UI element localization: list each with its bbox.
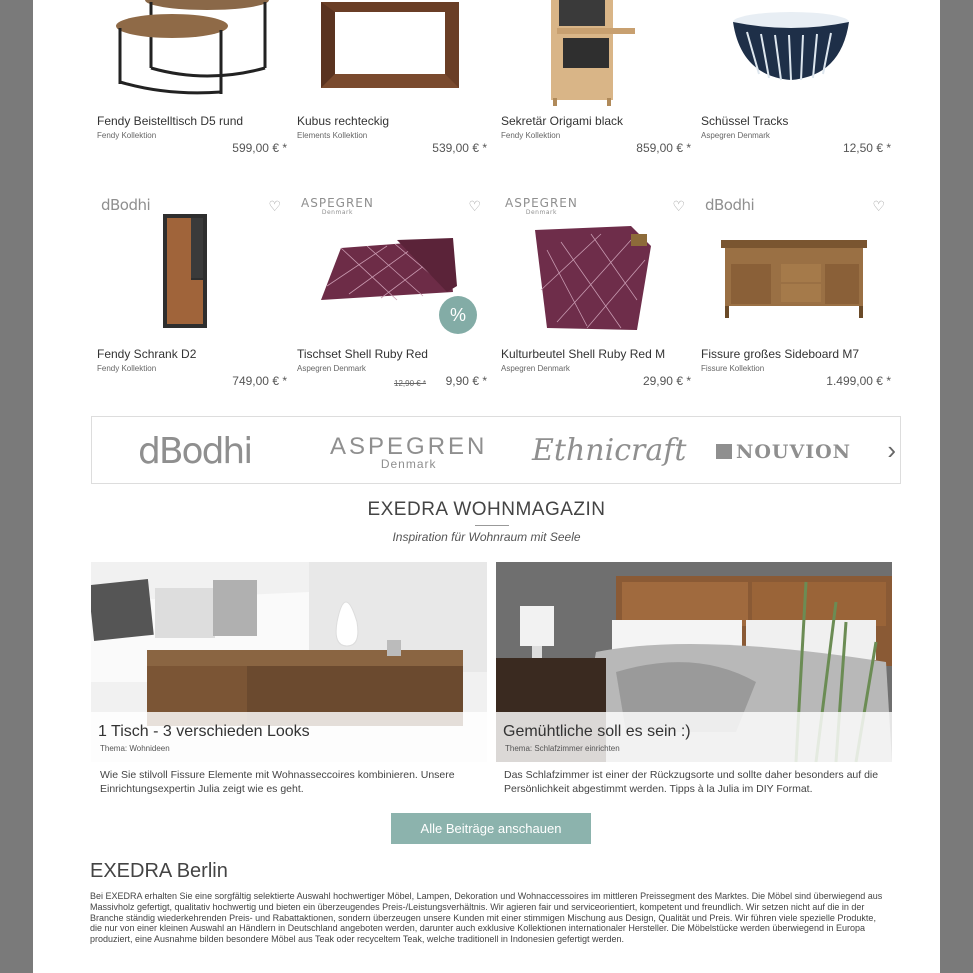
product-card[interactable] <box>297 0 487 168</box>
nouvion-mark-icon <box>716 444 732 459</box>
sideboard-image <box>701 190 891 340</box>
product-name[interactable]: Sekretär Origami black <box>501 114 624 128</box>
product-name[interactable]: Schüssel Tracks <box>701 114 789 128</box>
product-collection: Fendy Kollektion <box>97 131 157 140</box>
article-description: Das Schlafzimmer ist einer der Rückzugsorte und sollte daher besonders auf die Persönlichkeit abgestimmt werden. Tipps à la Julia im DIY Format. <box>504 769 879 795</box>
article-theme: Thema: Wohnideen <box>100 744 170 753</box>
product-collection: Fendy Kollektion <box>97 364 157 373</box>
brand-logo-nouvion[interactable] <box>716 441 851 463</box>
product-collection: Aspegren Denmark <box>501 364 570 373</box>
article-description: Wie Sie stilvoll Fissure Elemente mit Wohnasseccoires kombinieren. Unsere Einrichtungsexpertin Julia zeigt wie es geht. <box>100 769 455 795</box>
article-theme: Thema: Schlafzimmer einrichten <box>505 744 620 753</box>
product-price: 12,50 € * <box>842 141 891 155</box>
all-articles-button[interactable]: Alle Beiträge anschauen <box>391 813 591 844</box>
product-price: 9,90 € * <box>445 374 487 388</box>
article-card[interactable] <box>496 562 892 762</box>
product-collection: Fendy Kollektion <box>501 131 561 140</box>
brand-logo: dBodhi <box>101 196 151 214</box>
product-name[interactable]: Kubus rechteckig <box>297 114 390 128</box>
product-image[interactable] <box>701 190 891 340</box>
product-price: 29,90 € * <box>642 374 691 388</box>
product-name[interactable]: Fissure großes Sideboard M7 <box>701 347 860 361</box>
article-card[interactable] <box>91 562 487 762</box>
brand-logo-name: ASPEGREN <box>505 196 578 210</box>
product-collection: Fissure Kollektion <box>701 364 765 373</box>
cabinet-image <box>97 190 287 340</box>
product-price: 859,00 € * <box>636 141 691 155</box>
brand-logo-dbodhi[interactable]: dBodhi <box>138 431 252 472</box>
brand-logo-name: NOUVION <box>736 441 852 463</box>
cube-shelf-image <box>297 0 487 98</box>
magazine-subtitle: Inspiration für Wohnraum mit Seele <box>392 530 581 544</box>
product-card[interactable] <box>501 0 691 168</box>
magazine-title: EXEDRA WOHNMAGAZIN <box>367 499 606 520</box>
product-name[interactable]: Kulturbeutel Shell Ruby Red M <box>501 347 666 361</box>
product-name[interactable]: Tischset Shell Ruby Red <box>297 347 428 361</box>
product-price: 599,00 € * <box>232 141 287 155</box>
product-collection: Aspegren Denmark <box>297 364 366 373</box>
about-title: EXEDRA Berlin <box>90 860 228 882</box>
heart-icon[interactable]: ♡ <box>268 198 281 214</box>
product-price: 1.499,00 € * <box>826 374 891 388</box>
discount-badge: % <box>439 296 477 334</box>
heart-icon[interactable]: ♡ <box>672 198 685 214</box>
about-text: Bei EXEDRA erhalten Sie eine sorgfältig selektierte Auswahl hochwertiger Möbel, Lampen, Dekoration und Wohnaccessoires im mittleren Preissegment des Marktes. Die Möbel sind überwiegend aus Massivholz gefertigt, qualitativ hochwertig und bieten ein überzeugendes Preis-/Leistungsverhältnis. Wir agieren fair und serviceorientiert, kompetent und freundlich. Wir setzen nicht auf die in der Branche ständig wiederkehrenden Preis- und Rabattaktionen, sondern überzeugen unsere Kunden mit einer stimmigen Mischung aus Design, Qualität und Preis. Wir führen viele spezielle Produkte, die nur von einer kleinen Auswahl an Händlern in Deutschland angeboten werden, darunter auch exklusive Kollektionen internationaler Hersteller. Die Möbelstücke werden überwiegend in Europa produziert, eine Ausnahme bilden besondere Möbel aus Teak oder recyceltem Teak, welche traditionell in Indonesien gefertigt werden. <box>90 891 883 945</box>
product-image[interactable] <box>501 190 691 340</box>
brand-logo-sub: Denmark <box>321 209 353 216</box>
brand-logo-sub: Denmark <box>525 209 557 216</box>
article-title[interactable]: 1 Tisch - 3 verschieden Looks <box>98 723 310 740</box>
product-price: 539,00 € * <box>432 141 487 155</box>
brand-logo-name: ASPEGREN <box>330 433 488 460</box>
product-card[interactable] <box>701 190 891 390</box>
title-divider <box>475 525 509 526</box>
heart-icon[interactable]: ♡ <box>872 198 885 214</box>
product-name[interactable]: Fendy Schrank D2 <box>97 347 197 361</box>
product-price: 749,00 € * <box>232 374 287 388</box>
product-collection: Elements Kollektion <box>297 131 368 140</box>
bowl-image <box>701 0 891 88</box>
article-title[interactable]: Gemühtliche soll es sein :) <box>503 723 691 740</box>
product-image[interactable] <box>97 190 287 340</box>
product-card[interactable] <box>297 190 487 390</box>
brand-logo-aspegren[interactable] <box>330 433 487 471</box>
brand-logo: dBodhi <box>705 196 755 214</box>
brand-logo-sub: Denmark <box>380 457 437 471</box>
side-table-image <box>97 0 287 98</box>
old-price: 12,90 € * <box>394 379 427 388</box>
product-name[interactable]: Fendy Beistelltisch D5 rund <box>97 114 244 128</box>
page <box>33 0 940 973</box>
secretary-desk-image <box>501 0 691 106</box>
brand-logo-name: ASPEGREN <box>301 196 374 210</box>
chevron-right-icon[interactable]: › <box>887 435 896 465</box>
product-card[interactable] <box>501 190 691 390</box>
brand-slider <box>91 416 901 484</box>
product-collection: Aspegren Denmark <box>701 131 770 140</box>
heart-icon[interactable]: ♡ <box>468 198 481 214</box>
product-card[interactable] <box>97 190 287 390</box>
toiletry-bag-image <box>501 190 691 340</box>
product-card[interactable] <box>97 0 287 168</box>
product-image[interactable] <box>297 190 487 340</box>
brand-logo-ethnicraft[interactable]: Ethnicraft <box>532 433 687 468</box>
product-card[interactable] <box>701 0 891 168</box>
